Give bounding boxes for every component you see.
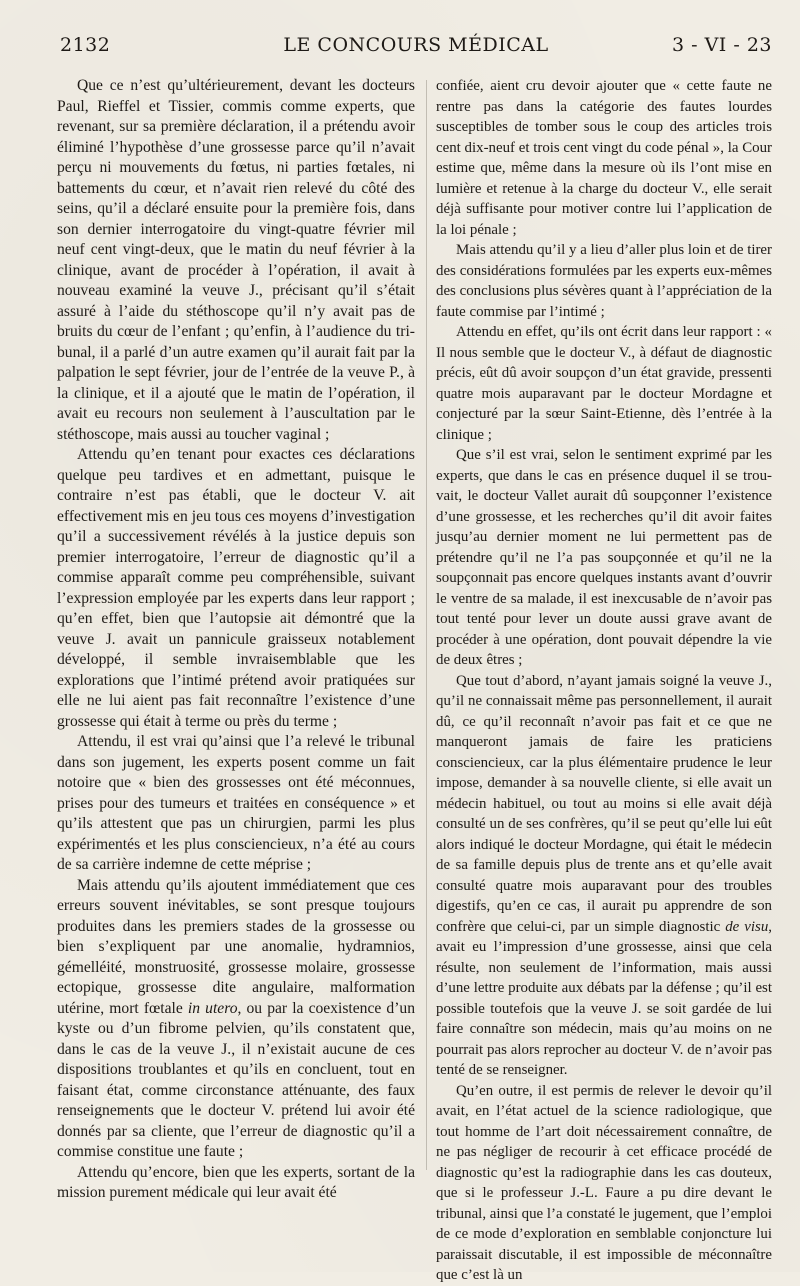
paragraph bbox=[57, 445, 415, 732]
paragraph-text: Que s’il est vrai, selon le sentiment exprimé par les experts, que dans le cas en présence duquel il se trouvait, le docteur Vallet aurait dû soupçonner l’existence d’une grossesse, et les recherches qu’il dit avoir faites jusqu’au dernier moment ne lui permettent pas de prétendre qu’il ne l’a pas soupçonnée et qu’il ne la soupçonnait pas encore quelques instants avant d’ouvrir le ventre de sa malade, il est inexcusable de n’avoir pas tout tenté pour lever un doute aussi grave avant de procéder à une opération, dont pouvait dépendre la vie de deux êtres ; bbox=[436, 447, 772, 668]
paragraph-text: , avait eu l’impression d’une grossesse, ainsi que cela résulte, non seulement de l’information, mais aussi d’une lettre produite aux débats par la défense ; qu’il est possible toutefois que la veuve J. se soit gardée de lui faire connaître son médecin, mais qu’au moins on ne pourrait pas alors reprocher au docteur V. de n’avoir pas tenté de se renseigner. bbox=[436, 918, 773, 1078]
column-divider bbox=[426, 80, 427, 1170]
paragraph bbox=[436, 1081, 772, 1286]
paragraph bbox=[436, 76, 772, 240]
paragraph-text: , ou par la coexistence d’un kyste ou d’un fibrome pelvien, qu’ils constatent que, dans le cas de la veuve J., il n’existait aucune de ces dispositions troublantes et qu’ils en concluent, tout en faisant état, comme circonstance atténuante, des faux renseignements que le docteur V. prétend lui avoir été donnés par sa cliente, que l’erreur de diagnostic qu’il a commise constitue une faute ; bbox=[57, 999, 415, 1160]
running-header bbox=[60, 34, 772, 64]
paragraph-text: confiée, aient cru devoir ajouter que « cette faute ne rentre pas dans la catégorie des fautes lourdes susceptibles de tomber sous le coup des articles trois cent dix-neuf et trois cent vingt du code pénal », la Cour estime que, même dans la mesure où ils l’ont mise en lumière et retenue à la charge du docteur V., elle serait déjà suffisante pour motiver contre lui l’application de la loi pénale ; bbox=[436, 78, 772, 238]
paragraph bbox=[57, 76, 415, 445]
paragraph bbox=[57, 876, 415, 1163]
paragraph bbox=[436, 322, 772, 445]
paragraph bbox=[436, 445, 772, 671]
left-column bbox=[57, 76, 415, 1204]
italic-phrase: de visu bbox=[725, 918, 769, 935]
paragraph bbox=[436, 240, 772, 322]
paragraph bbox=[436, 671, 772, 1081]
paragraph-text: Attendu qu’encore, bien que les experts, sortant de la mission purement médicale qui leur avait été bbox=[57, 1163, 415, 1201]
issue-date: 3 - VI - 23 bbox=[672, 34, 772, 56]
paragraph-text: Qu’en outre, il est permis de relever le devoir qu’il avait, en l’état actuel de la science radiologique, que tout homme de l’art doit nécessairement connaître, de ne pas négliger de recourir à cet efficace procédé de diagnostic qu’est la radiographie dans les cas douteux, que si le professeur J.-L. Faure a pu dire devant le tribunal, ainsi que l’a constaté le jugement, que l’emploi de ce mode d’exploration en semblable conjoncture lui paraissait discutable, il est impossible de méconnaître que c’est là un bbox=[436, 1082, 772, 1283]
paragraph-text: Que tout d’abord, n’ayant jamais soigné la veuve J., qu’il ne connaissait même pas personnellement, il aurait dû, ce qu’il reconnaît n’avoir pas fait et ce que ne manqueront jamais de faire les praticiens consciencieux, car la plus élémentaire prudence le leur impose, demander à sa nouvelle cliente, si elle avait un médecin habituel, ou tout au moins si elle avait déjà consulté un de ses confrères, qu’il se peut qu’elle lui eût alors indiqué le docteur Mordagne, qui était le médecin de sa famille depuis plus de trente ans et qu’elle avait consulté quatre mois auparavant pour des troubles digestifs, qu’en ce cas, il aurait pu apprendre de son confrère que celui-ci, par un simple diagnostic bbox=[436, 672, 772, 935]
paragraph-text: Attendu qu’en tenant pour exactes ces déclarations quelque peu tardives et en admettant, puisque le contraire n’est pas établi, que le docteur V. ait effectivement mis en jeu tous ces moyens d’investigation qu’il a successivement révélés à la justice depuis son premier interrogatoire, l’erreur de diagnostic qu’il a commise apparaît comme peu compréhensible, suivant l’expression employée par les experts dans leur rapport ; qu’en effet, bien que l’autopsie ait démontré que la veuve J. avait un pannicule graisseux notablement développé, il semble invraisemblable que les explorations que l’intimé prétend avoir pratiquées sur elle ne lui aient pas fait reconnaître l’existence d’une grossesse qui était à terme ou près du terme ; bbox=[57, 446, 415, 730]
paragraph bbox=[57, 732, 415, 876]
paragraph bbox=[57, 1163, 415, 1204]
paragraph-text: Attendu, il est vrai qu’ainsi que l’a relevé le tribunal dans son jugement, les experts posent comme un fait notoire que « bien des grossesses ont été méconnues, prises pour des tumeurs et traitées en conséquence » et qu’ils attestent que pas un chirurgien, parmi les plus expérimentés et les plus consciencieux, n’a été au cours de sa carrière indemne de cette méprise ; bbox=[57, 733, 415, 873]
journal-title: LE CONCOURS MÉDICAL bbox=[283, 34, 549, 56]
paragraph-text: Mais attendu qu’ils ajoutent immédiatement que ces erreurs souvent inévitables, se sont presque toujours produites dans les premiers stades de la grossesse ou bien s’expliquent par une anomalie, hydramnios, gémelléité, monstruosité, grossesse molaire, grossesse ectopique, grossesse dite angulaire, malformation utérine, mort fœtale bbox=[57, 876, 415, 1017]
paragraph-text: Mais attendu qu’il y a lieu d’aller plus loin et de tirer des considérations formulées par les experts eux-mêmes des conclusions plus sévères quant à l’appréciation de la faute commise par l’intimé ; bbox=[436, 242, 772, 320]
paragraph-text: Attendu en effet, qu’ils ont écrit dans leur rapport : « Il nous semble que le docteur V., à défaut de diagnostic précis, eût dû avoir soupçon d’un état gravide, pressenti quatre mois auparavant par le docteur Mordagne et conjecturé par la sœur Saint-Etienne, dès l’entrée à la clinique ; bbox=[436, 324, 772, 443]
paragraph-text: Que ce n’est qu’ultérieurement, devant les docteurs Paul, Rieffel et Tissier, commis comme experts, que revenant, sur sa première déclaration, il a prétendu avoir éliminé l’hypothèse d’une grossesse parce qu’il n’avait perçu ni mouvements du fœtus, ni parties fœtales, ni battements du cœur, et n’avait rien relevé du côté des seins, qu’il a déclaré ensuite pour la première fois, dans son dernier interrogatoire du vingt-quatre février mil neuf cent vingt-deux, que le matin du neuf février à la clinique, avant de procéder à l’opération, il avait à nouveau examiné la veuve J., précisant qu’il s’était assuré à l’aide du stéthoscope qu’il n’y avait pas de bruits du cœur de l’enfant ; qu’enfin, à l’audience du tribunal, il a parlé d’un autre examen qu’il aurait fait par la palpation le sept février, jour de l’entrée de la veuve P., à la clinique, et il a ajouté que le matin de l’opération, il avait eu recours non seulement à l’auscultation par le stéthoscope, mais aussi au toucher vaginal ; bbox=[57, 77, 415, 443]
italic-phrase: in utero bbox=[187, 999, 238, 1017]
page-number: 2132 bbox=[60, 34, 111, 56]
right-column bbox=[436, 76, 772, 1286]
